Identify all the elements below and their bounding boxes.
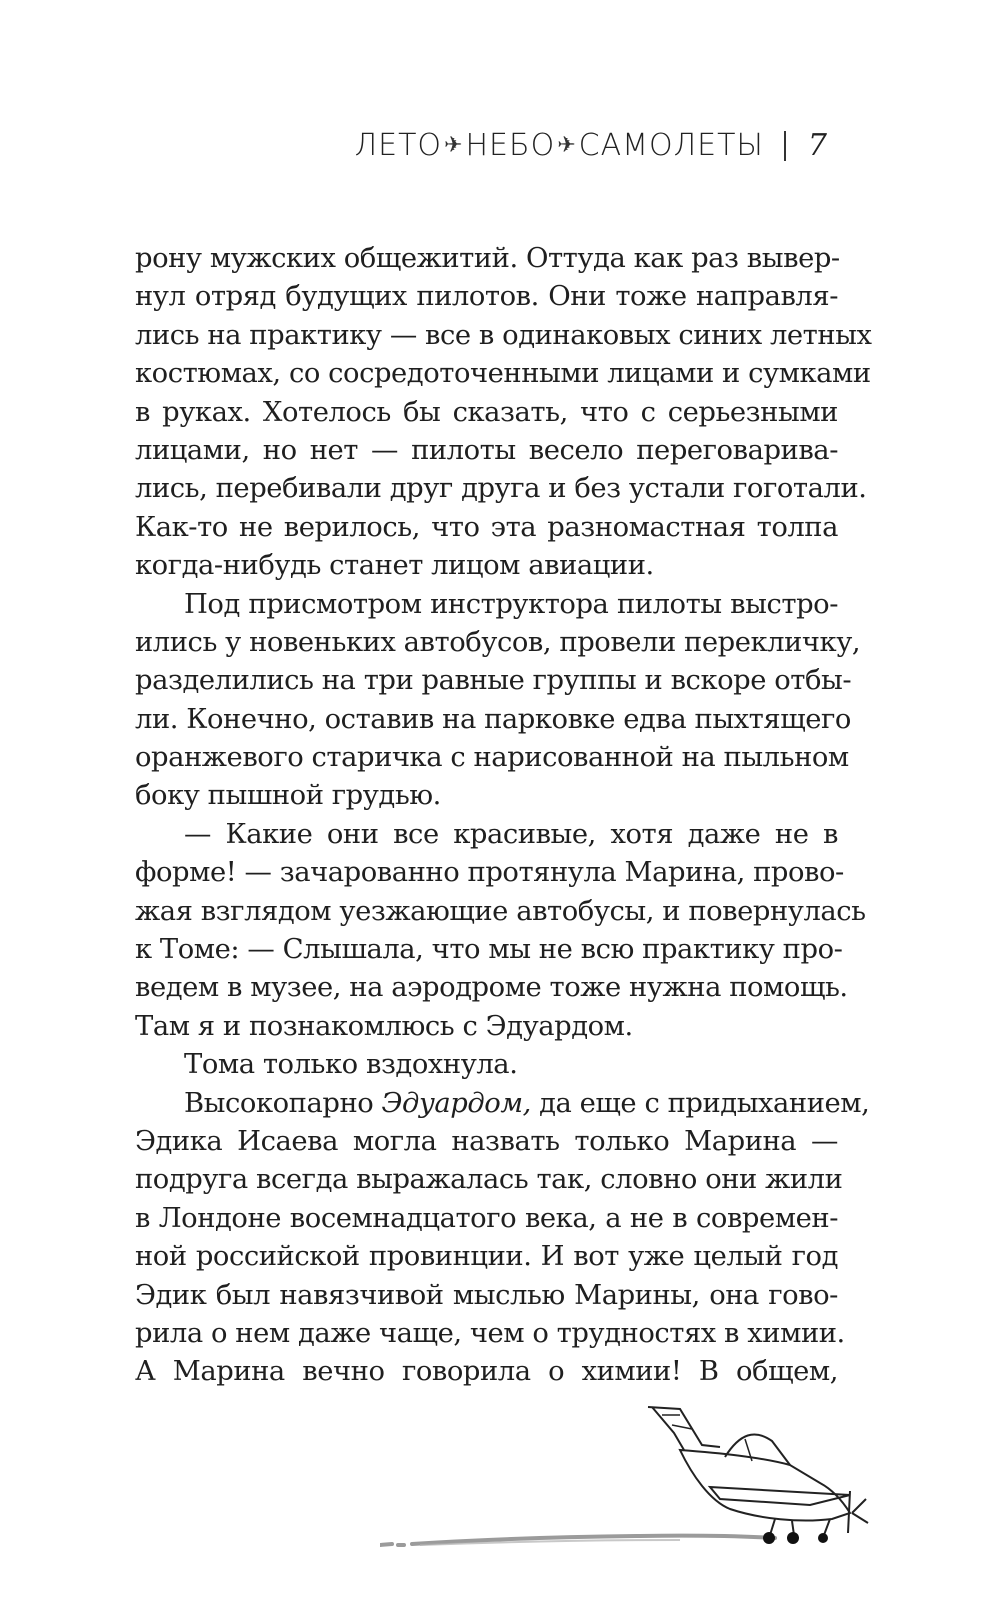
text-line: к Томе: — Слышала, что мы не всю практику про- [135, 934, 843, 966]
airplane-illustration-icon [380, 1395, 870, 1575]
text-line: Как-то не верилось, что эта разномастная толпа [135, 511, 838, 543]
text-line: разделились на три равные группы и вскоре отбы- [135, 665, 852, 697]
text-line: Тома только вздохнула. [184, 1049, 518, 1081]
text-line: А Марина вечно говорила о химии! В общем, [135, 1356, 838, 1388]
text-line: Под присмотром инструктора пилоты выстро- [184, 588, 838, 620]
text-line: Эдик был навязчивой мыслью Марины, она гово- [135, 1279, 838, 1311]
text-line: рила о нем даже чаще, чем о трудностях в химии. [135, 1317, 845, 1349]
text-line: подруга всегда выражалась так, словно они жили [135, 1164, 843, 1196]
text-line: Там я и познакомлюсь с Эдуардом. [135, 1010, 633, 1042]
text-line: лись, перебивали друг друга и без устали гоготали. [135, 473, 867, 505]
text-segment: да еще с придыханием, [530, 1087, 870, 1119]
body-text [135, 240, 872, 1392]
text-line: рону мужских общежитий. Оттуда как раз вывер- [135, 243, 840, 274]
text-line: ной российской провинции. И вот уже целый год [135, 1241, 838, 1273]
text-line: лицами, но нет — пилоты весело переговарива- [135, 434, 838, 466]
text-line [135, 1085, 870, 1123]
plane-separator-icon: ✈ [557, 133, 577, 158]
text-line: когда-нибудь станет лицом авиации. [135, 550, 654, 582]
text-line: боку пышной грудью. [135, 780, 441, 812]
header-word-sky: НЕБО [465, 128, 556, 163]
text-line: ведем в музее, на аэродроме тоже нужна помощь. [135, 972, 848, 1004]
text-line: — Какие они все красивые, хотя даже не в [184, 818, 838, 850]
italic-name: Эдуардом, [381, 1087, 531, 1119]
text-line: ились у новеньких автобусов, провели перекличку, [135, 626, 861, 658]
plane-separator-icon: ✈ [444, 133, 464, 158]
text-line: ли. Конечно, оставив на парковке едва пыхтящего [135, 703, 851, 735]
text-segment: Высокопарно [184, 1087, 382, 1119]
text-line: нул отряд будущих пилотов. Они тоже направля- [135, 281, 838, 313]
text-line: лись на практику — все в одинаковых синих летных [135, 319, 872, 351]
text-line: в руках. Хотелось бы сказать, что с серьезными [135, 396, 838, 428]
text-line: форме! — зачарованно протянула Марина, прово- [135, 857, 844, 889]
text-line: жая взглядом уезжающие автобусы, и повернулась [135, 895, 866, 927]
text-line: костюмах, со сосредоточенными лицами и сумками [135, 358, 871, 390]
text-line: оранжевого старичка с нарисованной на пыльном [135, 742, 849, 774]
text-line: в Лондоне восемнадцатого века, а не в современ- [135, 1202, 838, 1234]
page-number: 7 [807, 128, 828, 163]
running-header [355, 128, 828, 163]
header-word-summer: ЛЕТО [354, 128, 443, 163]
text-line: Эдика Исаева могла назвать только Марина — [135, 1125, 838, 1157]
header-word-planes: САМОЛЕТЫ [578, 128, 764, 163]
header-divider [784, 131, 786, 161]
